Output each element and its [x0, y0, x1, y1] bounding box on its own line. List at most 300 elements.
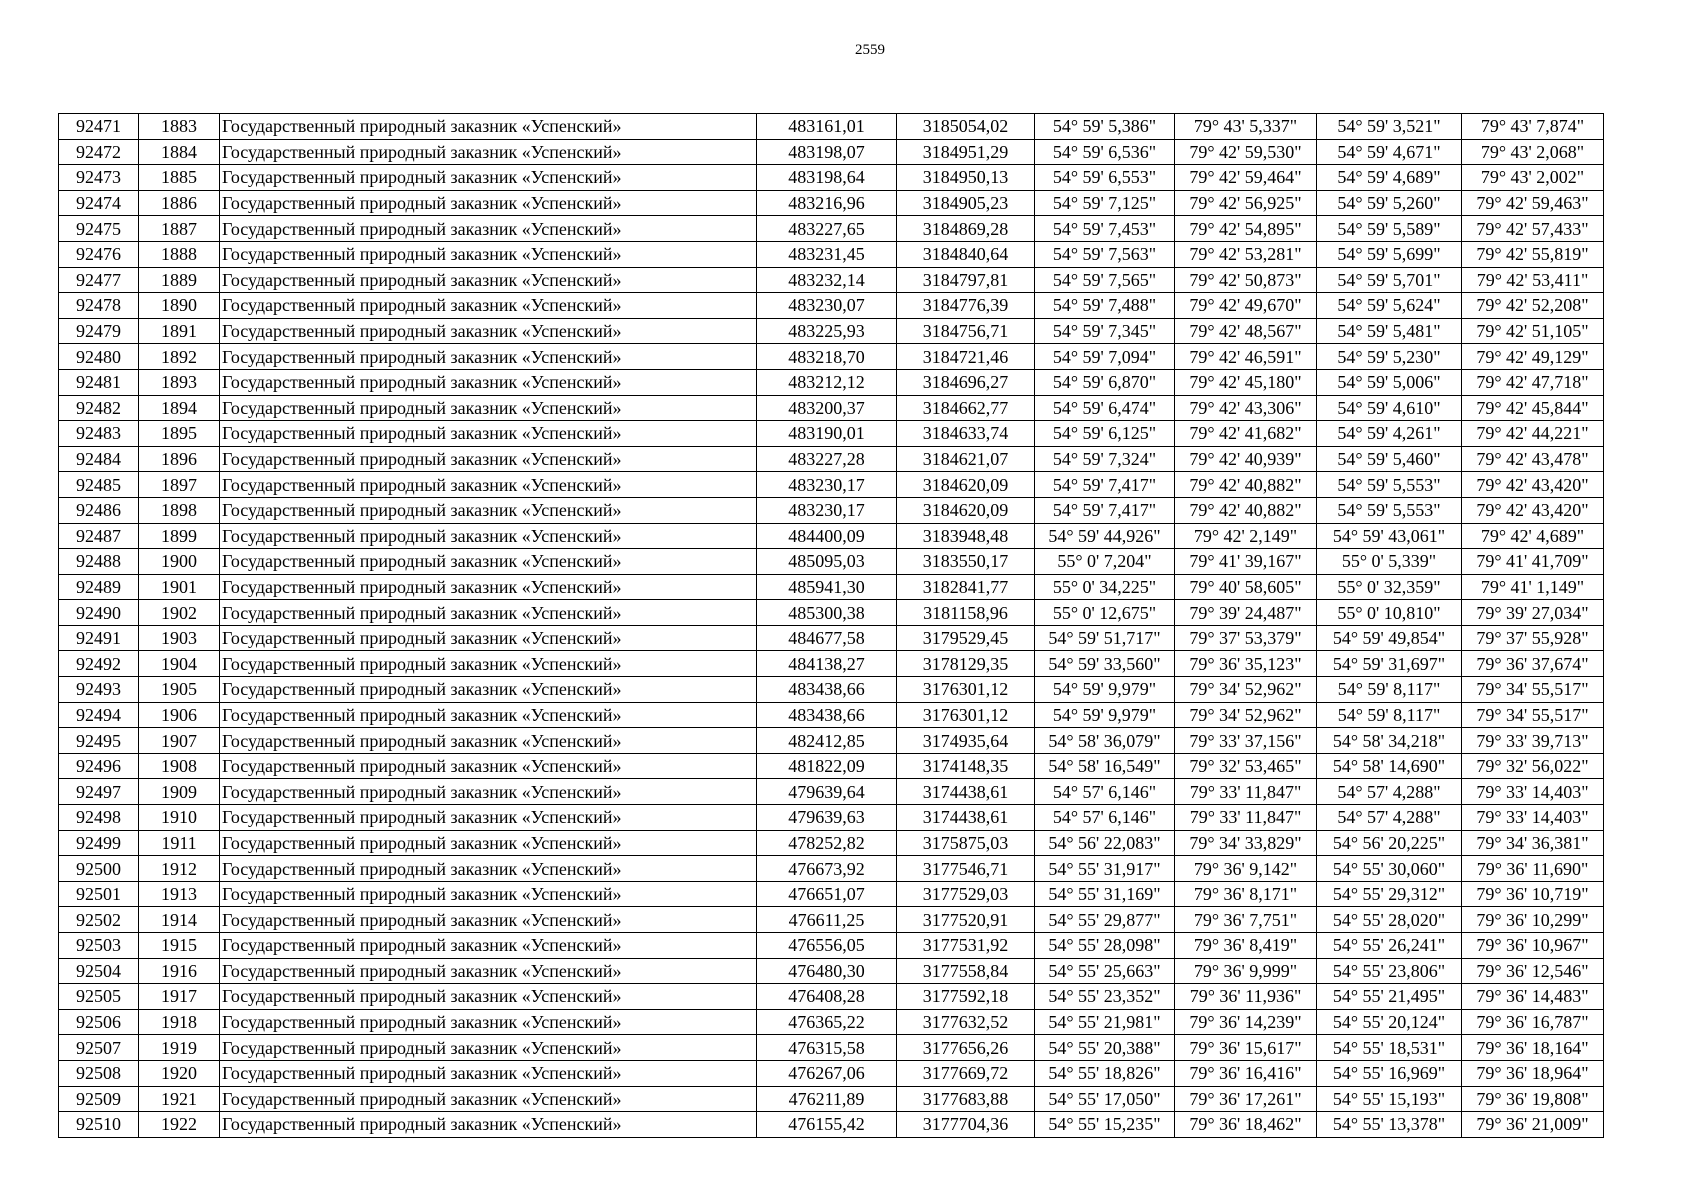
cell-longitude-2: 79° 39' 27,034" — [1462, 600, 1604, 626]
cell-object-name: Государственный природный заказник «Успенский» — [220, 856, 757, 882]
cell-latitude-2: 54° 59' 5,589" — [1317, 216, 1462, 242]
cell-point-number: 1902 — [139, 600, 220, 626]
cell-object-name: Государственный природный заказник «Успенский» — [220, 677, 757, 703]
cell-point-number: 1896 — [139, 446, 220, 472]
table-row — [59, 421, 1604, 447]
cell-coord-y: 3177546,71 — [897, 856, 1035, 882]
cell-longitude-1: 79° 37' 53,379" — [1175, 625, 1317, 651]
table-row — [59, 549, 1604, 575]
cell-coord-x: 485095,03 — [757, 549, 897, 575]
page-number: 2559 — [855, 42, 885, 58]
cell-point-number: 1903 — [139, 625, 220, 651]
cell-object-name: Государственный природный заказник «Успенский» — [220, 267, 757, 293]
cell-latitude-1: 54° 59' 51,717" — [1035, 625, 1175, 651]
cell-latitude-2: 54° 55' 18,531" — [1317, 1035, 1462, 1061]
cell-coord-y: 3177592,18 — [897, 984, 1035, 1010]
cell-coord-y: 3182841,77 — [897, 574, 1035, 600]
cell-latitude-1: 54° 55' 23,352" — [1035, 984, 1175, 1010]
cell-record-id: 92495 — [59, 728, 139, 754]
cell-coord-x: 483198,07 — [757, 139, 897, 165]
cell-point-number: 1910 — [139, 805, 220, 831]
cell-record-id: 92480 — [59, 344, 139, 370]
cell-longitude-2: 79° 36' 10,299" — [1462, 907, 1604, 933]
cell-latitude-1: 54° 59' 7,417" — [1035, 497, 1175, 523]
cell-longitude-1: 79° 42' 43,306" — [1175, 395, 1317, 421]
cell-longitude-1: 79° 42' 40,882" — [1175, 472, 1317, 498]
table-row — [59, 241, 1604, 267]
cell-longitude-1: 79° 39' 24,487" — [1175, 600, 1317, 626]
cell-object-name: Государственный природный заказник «Успенский» — [220, 1060, 757, 1086]
cell-latitude-2: 54° 55' 29,312" — [1317, 881, 1462, 907]
cell-object-name: Государственный природный заказник «Успенский» — [220, 344, 757, 370]
table-row — [59, 574, 1604, 600]
cell-coord-y: 3185054,02 — [897, 114, 1035, 140]
cell-coord-y: 3184662,77 — [897, 395, 1035, 421]
cell-coord-x: 484677,58 — [757, 625, 897, 651]
cell-object-name: Государственный природный заказник «Успенский» — [220, 395, 757, 421]
cell-longitude-1: 79° 36' 18,462" — [1175, 1112, 1317, 1138]
cell-latitude-1: 54° 59' 5,386" — [1035, 114, 1175, 140]
cell-longitude-2: 79° 36' 18,164" — [1462, 1035, 1604, 1061]
cell-object-name: Государственный природный заказник «Успенский» — [220, 702, 757, 728]
cell-point-number: 1897 — [139, 472, 220, 498]
cell-coord-x: 476211,89 — [757, 1086, 897, 1112]
cell-latitude-2: 54° 55' 13,378" — [1317, 1112, 1462, 1138]
cell-latitude-2: 54° 59' 5,553" — [1317, 472, 1462, 498]
cell-point-number: 1922 — [139, 1112, 220, 1138]
cell-latitude-1: 54° 59' 6,474" — [1035, 395, 1175, 421]
cell-latitude-1: 54° 59' 7,453" — [1035, 216, 1175, 242]
cell-coord-x: 482412,85 — [757, 728, 897, 754]
table-row — [59, 805, 1604, 831]
cell-longitude-1: 79° 42' 53,281" — [1175, 241, 1317, 267]
cell-longitude-2: 79° 42' 4,689" — [1462, 523, 1604, 549]
cell-latitude-2: 54° 55' 28,020" — [1317, 907, 1462, 933]
cell-longitude-1: 79° 42' 59,464" — [1175, 165, 1317, 191]
cell-latitude-2: 54° 59' 4,610" — [1317, 395, 1462, 421]
cell-longitude-2: 79° 36' 14,483" — [1462, 984, 1604, 1010]
cell-coord-y: 3178129,35 — [897, 651, 1035, 677]
cell-record-id: 92483 — [59, 421, 139, 447]
cell-longitude-2: 79° 41' 1,149" — [1462, 574, 1604, 600]
cell-longitude-2: 79° 42' 53,411" — [1462, 267, 1604, 293]
cell-point-number: 1916 — [139, 958, 220, 984]
cell-object-name: Государственный природный заказник «Успенский» — [220, 1112, 757, 1138]
cell-latitude-1: 54° 59' 44,926" — [1035, 523, 1175, 549]
cell-longitude-2: 79° 36' 11,690" — [1462, 856, 1604, 882]
cell-point-number: 1885 — [139, 165, 220, 191]
cell-point-number: 1901 — [139, 574, 220, 600]
cell-latitude-2: 55° 0' 10,810" — [1317, 600, 1462, 626]
cell-point-number: 1887 — [139, 216, 220, 242]
table-row — [59, 600, 1604, 626]
cell-longitude-1: 79° 36' 17,261" — [1175, 1086, 1317, 1112]
cell-object-name: Государственный природный заказник «Успенский» — [220, 421, 757, 447]
cell-record-id: 92486 — [59, 497, 139, 523]
cell-longitude-1: 79° 42' 46,591" — [1175, 344, 1317, 370]
cell-record-id: 92471 — [59, 114, 139, 140]
cell-coord-y: 3177558,84 — [897, 958, 1035, 984]
table-row — [59, 344, 1604, 370]
table-row — [59, 779, 1604, 805]
table-row — [59, 523, 1604, 549]
table-row — [59, 677, 1604, 703]
cell-record-id: 92498 — [59, 805, 139, 831]
cell-longitude-1: 79° 34' 52,962" — [1175, 702, 1317, 728]
cell-longitude-2: 79° 42' 43,478" — [1462, 446, 1604, 472]
cell-object-name: Государственный природный заказник «Успенский» — [220, 216, 757, 242]
cell-latitude-1: 54° 58' 16,549" — [1035, 753, 1175, 779]
cell-object-name: Государственный природный заказник «Успенский» — [220, 293, 757, 319]
cell-latitude-2: 54° 59' 43,061" — [1317, 523, 1462, 549]
coordinates-table — [58, 113, 1604, 1138]
cell-longitude-2: 79° 42' 43,420" — [1462, 497, 1604, 523]
cell-longitude-1: 79° 36' 16,416" — [1175, 1060, 1317, 1086]
cell-longitude-1: 79° 34' 52,962" — [1175, 677, 1317, 703]
table-row — [59, 958, 1604, 984]
cell-longitude-1: 79° 36' 15,617" — [1175, 1035, 1317, 1061]
cell-coord-x: 476611,25 — [757, 907, 897, 933]
cell-longitude-2: 79° 33' 39,713" — [1462, 728, 1604, 754]
table-row — [59, 651, 1604, 677]
cell-coord-x: 483212,12 — [757, 369, 897, 395]
cell-longitude-1: 79° 36' 7,751" — [1175, 907, 1317, 933]
cell-coord-x: 476365,22 — [757, 1009, 897, 1035]
cell-coord-y: 3184756,71 — [897, 318, 1035, 344]
cell-latitude-1: 54° 59' 6,536" — [1035, 139, 1175, 165]
cell-latitude-1: 55° 0' 7,204" — [1035, 549, 1175, 575]
cell-point-number: 1891 — [139, 318, 220, 344]
cell-record-id: 92484 — [59, 446, 139, 472]
cell-longitude-1: 79° 40' 58,605" — [1175, 574, 1317, 600]
cell-point-number: 1918 — [139, 1009, 220, 1035]
cell-latitude-1: 54° 59' 6,125" — [1035, 421, 1175, 447]
cell-point-number: 1921 — [139, 1086, 220, 1112]
cell-coord-y: 3184620,09 — [897, 497, 1035, 523]
cell-coord-x: 484138,27 — [757, 651, 897, 677]
cell-longitude-2: 79° 41' 41,709" — [1462, 549, 1604, 575]
cell-coord-x: 476651,07 — [757, 881, 897, 907]
cell-latitude-2: 54° 59' 4,261" — [1317, 421, 1462, 447]
cell-coord-x: 485300,38 — [757, 600, 897, 626]
cell-object-name: Государственный природный заказник «Успенский» — [220, 369, 757, 395]
cell-object-name: Государственный природный заказник «Успенский» — [220, 114, 757, 140]
cell-latitude-2: 55° 0' 32,359" — [1317, 574, 1462, 600]
table-row — [59, 728, 1604, 754]
cell-longitude-1: 79° 42' 48,567" — [1175, 318, 1317, 344]
cell-longitude-1: 79° 42' 54,895" — [1175, 216, 1317, 242]
table-row — [59, 472, 1604, 498]
cell-longitude-1: 79° 42' 41,682" — [1175, 421, 1317, 447]
cell-point-number: 1899 — [139, 523, 220, 549]
cell-latitude-1: 54° 59' 9,979" — [1035, 702, 1175, 728]
cell-record-id: 92491 — [59, 625, 139, 651]
cell-latitude-2: 55° 0' 5,339" — [1317, 549, 1462, 575]
cell-latitude-1: 54° 55' 17,050" — [1035, 1086, 1175, 1112]
cell-coord-y: 3177632,52 — [897, 1009, 1035, 1035]
cell-coord-y: 3184721,46 — [897, 344, 1035, 370]
cell-record-id: 92479 — [59, 318, 139, 344]
cell-longitude-2: 79° 42' 59,463" — [1462, 190, 1604, 216]
cell-object-name: Государственный природный заказник «Успенский» — [220, 472, 757, 498]
cell-record-id: 92499 — [59, 830, 139, 856]
cell-coord-y: 3184621,07 — [897, 446, 1035, 472]
cell-longitude-1: 79° 33' 37,156" — [1175, 728, 1317, 754]
cell-longitude-1: 79° 32' 53,465" — [1175, 753, 1317, 779]
cell-coord-y: 3177669,72 — [897, 1060, 1035, 1086]
cell-object-name: Государственный природный заказник «Успенский» — [220, 651, 757, 677]
cell-longitude-1: 79° 42' 45,180" — [1175, 369, 1317, 395]
cell-longitude-1: 79° 42' 49,670" — [1175, 293, 1317, 319]
cell-coord-y: 3175875,03 — [897, 830, 1035, 856]
cell-record-id: 92509 — [59, 1086, 139, 1112]
cell-latitude-1: 54° 55' 31,169" — [1035, 881, 1175, 907]
cell-latitude-2: 54° 59' 8,117" — [1317, 677, 1462, 703]
cell-coord-y: 3184951,29 — [897, 139, 1035, 165]
cell-longitude-2: 79° 33' 14,403" — [1462, 779, 1604, 805]
cell-coord-x: 483161,01 — [757, 114, 897, 140]
cell-point-number: 1908 — [139, 753, 220, 779]
cell-object-name: Государственный природный заказник «Успенский» — [220, 574, 757, 600]
cell-longitude-2: 79° 43' 2,068" — [1462, 139, 1604, 165]
table-row — [59, 165, 1604, 191]
cell-longitude-2: 79° 43' 2,002" — [1462, 165, 1604, 191]
cell-latitude-2: 54° 59' 5,553" — [1317, 497, 1462, 523]
cell-point-number: 1894 — [139, 395, 220, 421]
cell-record-id: 92481 — [59, 369, 139, 395]
cell-latitude-2: 54° 59' 5,481" — [1317, 318, 1462, 344]
cell-longitude-2: 79° 32' 56,022" — [1462, 753, 1604, 779]
cell-latitude-2: 54° 55' 30,060" — [1317, 856, 1462, 882]
cell-coord-y: 3184776,39 — [897, 293, 1035, 319]
table-row — [59, 114, 1604, 140]
cell-longitude-2: 79° 34' 36,381" — [1462, 830, 1604, 856]
cell-latitude-1: 54° 57' 6,146" — [1035, 805, 1175, 831]
table-row — [59, 881, 1604, 907]
cell-latitude-2: 54° 59' 31,697" — [1317, 651, 1462, 677]
cell-coord-x: 483218,70 — [757, 344, 897, 370]
cell-latitude-1: 54° 59' 7,324" — [1035, 446, 1175, 472]
table-row — [59, 369, 1604, 395]
cell-coord-y: 3174935,64 — [897, 728, 1035, 754]
cell-longitude-1: 79° 34' 33,829" — [1175, 830, 1317, 856]
cell-longitude-1: 79° 42' 56,925" — [1175, 190, 1317, 216]
table-row — [59, 625, 1604, 651]
table-body — [59, 114, 1604, 1138]
cell-longitude-2: 79° 42' 52,208" — [1462, 293, 1604, 319]
cell-coord-x: 481822,09 — [757, 753, 897, 779]
cell-latitude-1: 55° 0' 12,675" — [1035, 600, 1175, 626]
cell-latitude-2: 54° 55' 15,193" — [1317, 1086, 1462, 1112]
table-row — [59, 984, 1604, 1010]
cell-record-id: 92474 — [59, 190, 139, 216]
cell-latitude-2: 54° 59' 5,699" — [1317, 241, 1462, 267]
cell-latitude-2: 54° 59' 4,689" — [1317, 165, 1462, 191]
cell-longitude-1: 79° 42' 40,939" — [1175, 446, 1317, 472]
cell-coord-x: 483227,65 — [757, 216, 897, 242]
table-row — [59, 139, 1604, 165]
cell-latitude-1: 54° 59' 7,417" — [1035, 472, 1175, 498]
cell-coord-x: 483190,01 — [757, 421, 897, 447]
cell-object-name: Государственный природный заказник «Успенский» — [220, 318, 757, 344]
cell-longitude-1: 79° 36' 11,936" — [1175, 984, 1317, 1010]
cell-latitude-2: 54° 55' 20,124" — [1317, 1009, 1462, 1035]
cell-latitude-2: 54° 56' 20,225" — [1317, 830, 1462, 856]
cell-coord-y: 3177656,26 — [897, 1035, 1035, 1061]
cell-object-name: Государственный природный заказник «Успенский» — [220, 753, 757, 779]
cell-record-id: 92503 — [59, 933, 139, 959]
cell-record-id: 92505 — [59, 984, 139, 1010]
cell-longitude-1: 79° 42' 2,149" — [1175, 523, 1317, 549]
cell-coord-x: 476315,58 — [757, 1035, 897, 1061]
cell-record-id: 92482 — [59, 395, 139, 421]
cell-longitude-1: 79° 42' 59,530" — [1175, 139, 1317, 165]
cell-coord-y: 3184905,23 — [897, 190, 1035, 216]
cell-latitude-2: 54° 55' 16,969" — [1317, 1060, 1462, 1086]
cell-latitude-2: 54° 58' 34,218" — [1317, 728, 1462, 754]
cell-longitude-2: 79° 36' 10,967" — [1462, 933, 1604, 959]
cell-latitude-2: 54° 59' 3,521" — [1317, 114, 1462, 140]
cell-coord-y: 3177520,91 — [897, 907, 1035, 933]
cell-latitude-1: 54° 55' 29,877" — [1035, 907, 1175, 933]
cell-coord-x: 483230,17 — [757, 472, 897, 498]
cell-point-number: 1883 — [139, 114, 220, 140]
cell-object-name: Государственный природный заказник «Успенский» — [220, 779, 757, 805]
cell-latitude-1: 54° 59' 7,345" — [1035, 318, 1175, 344]
table-row — [59, 497, 1604, 523]
cell-longitude-2: 79° 42' 51,105" — [1462, 318, 1604, 344]
cell-object-name: Государственный природный заказник «Успенский» — [220, 830, 757, 856]
cell-latitude-1: 54° 58' 36,079" — [1035, 728, 1175, 754]
cell-coord-x: 483216,96 — [757, 190, 897, 216]
cell-longitude-2: 79° 36' 37,674" — [1462, 651, 1604, 677]
cell-coord-x: 485941,30 — [757, 574, 897, 600]
cell-latitude-2: 54° 57' 4,288" — [1317, 805, 1462, 831]
cell-record-id: 92478 — [59, 293, 139, 319]
cell-coord-y: 3184633,74 — [897, 421, 1035, 447]
cell-latitude-2: 54° 55' 23,806" — [1317, 958, 1462, 984]
cell-longitude-2: 79° 33' 14,403" — [1462, 805, 1604, 831]
cell-coord-y: 3181158,96 — [897, 600, 1035, 626]
cell-longitude-2: 79° 36' 10,719" — [1462, 881, 1604, 907]
cell-latitude-1: 54° 59' 7,488" — [1035, 293, 1175, 319]
cell-record-id: 92500 — [59, 856, 139, 882]
table-row — [59, 395, 1604, 421]
cell-coord-y: 3177683,88 — [897, 1086, 1035, 1112]
cell-record-id: 92488 — [59, 549, 139, 575]
cell-longitude-2: 79° 36' 16,787" — [1462, 1009, 1604, 1035]
cell-point-number: 1889 — [139, 267, 220, 293]
cell-latitude-2: 54° 59' 5,460" — [1317, 446, 1462, 472]
cell-coord-y: 3184797,81 — [897, 267, 1035, 293]
cell-longitude-2: 79° 42' 45,844" — [1462, 395, 1604, 421]
cell-record-id: 92475 — [59, 216, 139, 242]
table-row — [59, 753, 1604, 779]
cell-latitude-1: 54° 59' 6,553" — [1035, 165, 1175, 191]
cell-longitude-2: 79° 43' 7,874" — [1462, 114, 1604, 140]
cell-record-id: 92492 — [59, 651, 139, 677]
cell-record-id: 92472 — [59, 139, 139, 165]
cell-latitude-1: 54° 59' 7,125" — [1035, 190, 1175, 216]
cell-object-name: Государственный природный заказник «Успенский» — [220, 625, 757, 651]
cell-object-name: Государственный природный заказник «Успенский» — [220, 907, 757, 933]
cell-object-name: Государственный природный заказник «Успенский» — [220, 165, 757, 191]
cell-object-name: Государственный природный заказник «Успенский» — [220, 881, 757, 907]
cell-object-name: Государственный природный заказник «Успенский» — [220, 549, 757, 575]
cell-coord-x: 483232,14 — [757, 267, 897, 293]
table-row — [59, 446, 1604, 472]
cell-coord-x: 476556,05 — [757, 933, 897, 959]
cell-point-number: 1892 — [139, 344, 220, 370]
cell-record-id: 92507 — [59, 1035, 139, 1061]
cell-coord-x: 483230,17 — [757, 497, 897, 523]
table-row — [59, 702, 1604, 728]
cell-longitude-2: 79° 42' 47,718" — [1462, 369, 1604, 395]
cell-point-number: 1893 — [139, 369, 220, 395]
table-row — [59, 830, 1604, 856]
cell-longitude-2: 79° 36' 18,964" — [1462, 1060, 1604, 1086]
cell-record-id: 92494 — [59, 702, 139, 728]
cell-latitude-1: 54° 55' 15,235" — [1035, 1112, 1175, 1138]
cell-point-number: 1905 — [139, 677, 220, 703]
cell-longitude-2: 79° 42' 55,819" — [1462, 241, 1604, 267]
cell-longitude-2: 79° 37' 55,928" — [1462, 625, 1604, 651]
cell-record-id: 92487 — [59, 523, 139, 549]
cell-coord-y: 3177529,03 — [897, 881, 1035, 907]
cell-latitude-1: 54° 55' 21,981" — [1035, 1009, 1175, 1035]
cell-record-id: 92504 — [59, 958, 139, 984]
cell-longitude-1: 79° 41' 39,167" — [1175, 549, 1317, 575]
cell-latitude-1: 54° 59' 33,560" — [1035, 651, 1175, 677]
cell-record-id: 92497 — [59, 779, 139, 805]
cell-longitude-1: 79° 42' 40,882" — [1175, 497, 1317, 523]
cell-point-number: 1888 — [139, 241, 220, 267]
cell-coord-x: 483227,28 — [757, 446, 897, 472]
cell-coord-x: 484400,09 — [757, 523, 897, 549]
cell-latitude-1: 54° 55' 28,098" — [1035, 933, 1175, 959]
cell-record-id: 92501 — [59, 881, 139, 907]
cell-coord-x: 476267,06 — [757, 1060, 897, 1086]
cell-point-number: 1907 — [139, 728, 220, 754]
cell-coord-y: 3184840,64 — [897, 241, 1035, 267]
cell-coord-y: 3174148,35 — [897, 753, 1035, 779]
cell-coord-x: 483230,07 — [757, 293, 897, 319]
cell-point-number: 1920 — [139, 1060, 220, 1086]
cell-record-id: 92485 — [59, 472, 139, 498]
cell-point-number: 1906 — [139, 702, 220, 728]
cell-latitude-1: 54° 57' 6,146" — [1035, 779, 1175, 805]
cell-latitude-2: 54° 59' 5,260" — [1317, 190, 1462, 216]
table-row — [59, 216, 1604, 242]
cell-latitude-2: 54° 59' 4,671" — [1317, 139, 1462, 165]
cell-longitude-2: 79° 36' 19,808" — [1462, 1086, 1604, 1112]
cell-latitude-2: 54° 59' 5,006" — [1317, 369, 1462, 395]
cell-object-name: Государственный природный заказник «Успенский» — [220, 1009, 757, 1035]
cell-latitude-1: 54° 59' 6,870" — [1035, 369, 1175, 395]
cell-point-number: 1914 — [139, 907, 220, 933]
cell-longitude-2: 79° 42' 43,420" — [1462, 472, 1604, 498]
cell-coord-y: 3184950,13 — [897, 165, 1035, 191]
cell-coord-x: 476673,92 — [757, 856, 897, 882]
table-row — [59, 1112, 1604, 1138]
cell-longitude-2: 79° 42' 57,433" — [1462, 216, 1604, 242]
cell-longitude-2: 79° 42' 49,129" — [1462, 344, 1604, 370]
cell-point-number: 1895 — [139, 421, 220, 447]
cell-object-name: Государственный природный заказник «Успенский» — [220, 958, 757, 984]
cell-coord-y: 3183948,48 — [897, 523, 1035, 549]
cell-record-id: 92490 — [59, 600, 139, 626]
cell-coord-x: 476480,30 — [757, 958, 897, 984]
